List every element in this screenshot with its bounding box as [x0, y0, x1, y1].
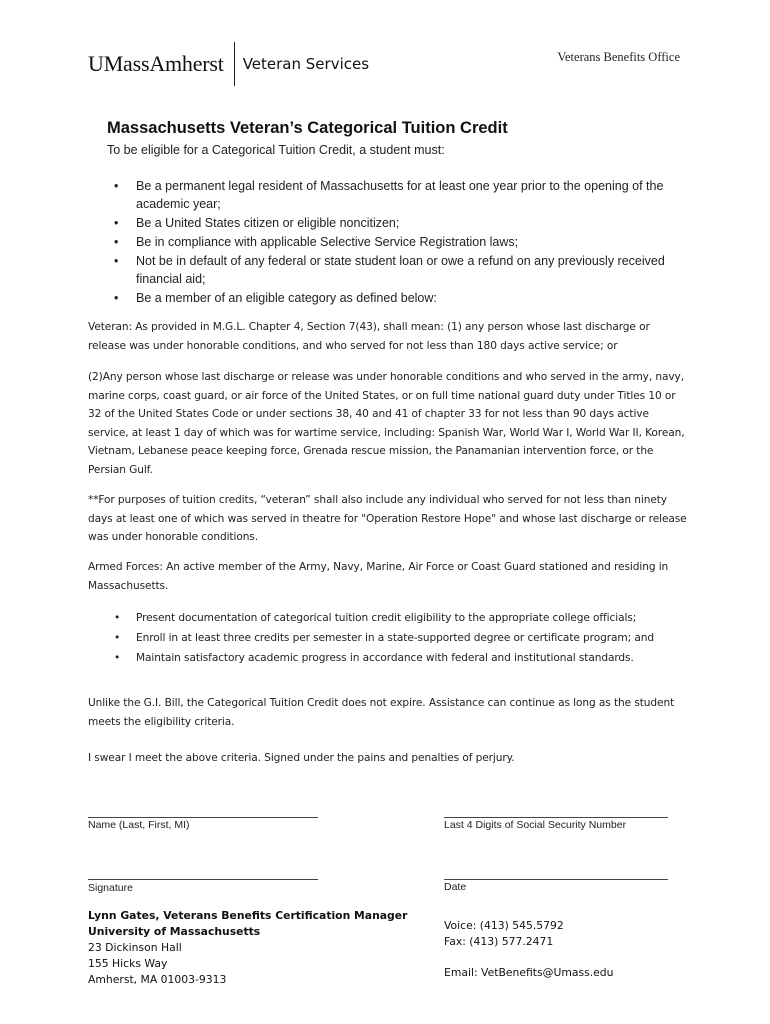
name-field[interactable] [88, 817, 318, 818]
bullet-icon: • [114, 632, 121, 644]
list-item [107, 252, 682, 288]
contact-email[interactable]: Email: VetBenefits@Umass.edu [444, 966, 614, 979]
requirement-text: Not be in default of any federal or state student loan or owe a refund on any previously received financial aid; [136, 254, 665, 286]
date-field[interactable] [444, 879, 668, 880]
bullet-icon: • [114, 291, 119, 305]
contact-fax: Fax: (413) 577.2471 [444, 935, 554, 948]
bullet-icon: • [114, 235, 119, 249]
name-field-label: Name (Last, First, MI) [88, 819, 190, 831]
list-item [107, 648, 687, 668]
conditions-list [107, 608, 687, 668]
logo-divider [234, 42, 235, 86]
page-title: Massachusetts Veteran’s Categorical Tuition Credit [107, 119, 508, 137]
contact-block [88, 908, 407, 988]
veteran-definition-2: (2)Any person whose last discharge or release was under honorable conditions and who served in the army, navy, marine corps, coast guard, or air force of the United States, or on full time national guard duty under Titles 10 or 32 of the United States Code or under sections 38, 40 and 41 of chapter 33 for not less than 90 days active service, at least 1 day of which was for wartime service, including: Spanish War, World War I, World War II, Korean, Vietnam, Lebanese peace keeping force, Grenada rescue mission, the Panamanian intervention force, or the Persian Gulf. [88, 371, 685, 476]
requirement-text: Be in compliance with applicable Selective Service Registration laws; [136, 235, 519, 249]
veteran-note: **For purposes of tuition credits, “veteran” shall also include any individual who served for not less than ninety days at least one of which was served in theatre for "Operation Restore Hope" and whose last discharge or release was under honorable conditions. [88, 494, 687, 543]
list-item [107, 608, 687, 628]
list-item [107, 214, 682, 232]
bullet-icon: • [114, 612, 121, 624]
signature-field-label: Signature [88, 882, 133, 894]
contact-voice: Voice: (413) 545.5792 [444, 919, 564, 932]
requirement-text: Be a United States citizen or eligible noncitizen; [136, 216, 400, 230]
list-item [107, 628, 687, 648]
contact-org: University of Massachusetts [88, 925, 261, 938]
condition-text: Enroll in at least three credits per semester in a state-supported degree or certificate program; and [136, 632, 654, 644]
contact-address-line: 23 Dickinson Hall [88, 941, 182, 954]
logo-brand-text: UMassAmherst [88, 51, 224, 76]
signature-field[interactable] [88, 879, 318, 880]
office-name: Veterans Benefits Office [557, 50, 680, 64]
contact-address-line: 155 Hicks Way [88, 957, 168, 970]
armed-forces-definition: Armed Forces: An active member of the Army, Navy, Marine, Air Force or Coast Guard stationed and residing in Massachusetts. [88, 561, 669, 592]
ssn-field[interactable] [444, 817, 668, 818]
bullet-icon: • [114, 179, 119, 193]
list-item [107, 233, 682, 251]
veteran-definition: Veteran: As provided in M.G.L. Chapter 4, Section 7(43), shall mean: (1) any person whose last discharge or release was under honorable conditions, and who served for not less than 180 days active service; or [88, 321, 650, 352]
intro-text: To be eligible for a Categorical Tuition Credit, a student must: [107, 143, 445, 157]
bullet-icon: • [114, 254, 119, 268]
date-field-label: Date [444, 881, 467, 893]
bullet-icon: • [114, 652, 121, 664]
condition-text: Maintain satisfactory academic progress in accordance with federal and institutional standards. [136, 652, 634, 664]
contact-name: Lynn Gates, Veterans Benefits Certification Manager [88, 909, 408, 922]
list-item [107, 289, 682, 307]
requirement-text: Be a member of an eligible category as defined below: [136, 291, 437, 305]
list-item [107, 177, 682, 213]
logo-unit-text: Veteran Services [242, 55, 370, 73]
expiry-text: Unlike the G.I. Bill, the Categorical Tuition Credit does not expire. Assistance can continue as long as the student meets the eligibility criteria. [88, 697, 675, 728]
umass-logo [88, 44, 369, 84]
ssn-field-label: Last 4 Digits of Social Security Number [444, 819, 627, 831]
condition-text: Present documentation of categorical tuition credit eligibility to the appropriate college officials; [136, 612, 637, 624]
bullet-icon: • [114, 216, 119, 230]
requirement-text: Be a permanent legal resident of Massachusetts for at least one year prior to the opening of the academic year; [136, 179, 664, 211]
contact-address-line: Amherst, MA 01003-9313 [88, 973, 227, 986]
requirements-list [107, 177, 682, 308]
oath-text: I swear I meet the above criteria. Signed under the pains and penalties of perjury. [88, 752, 515, 764]
